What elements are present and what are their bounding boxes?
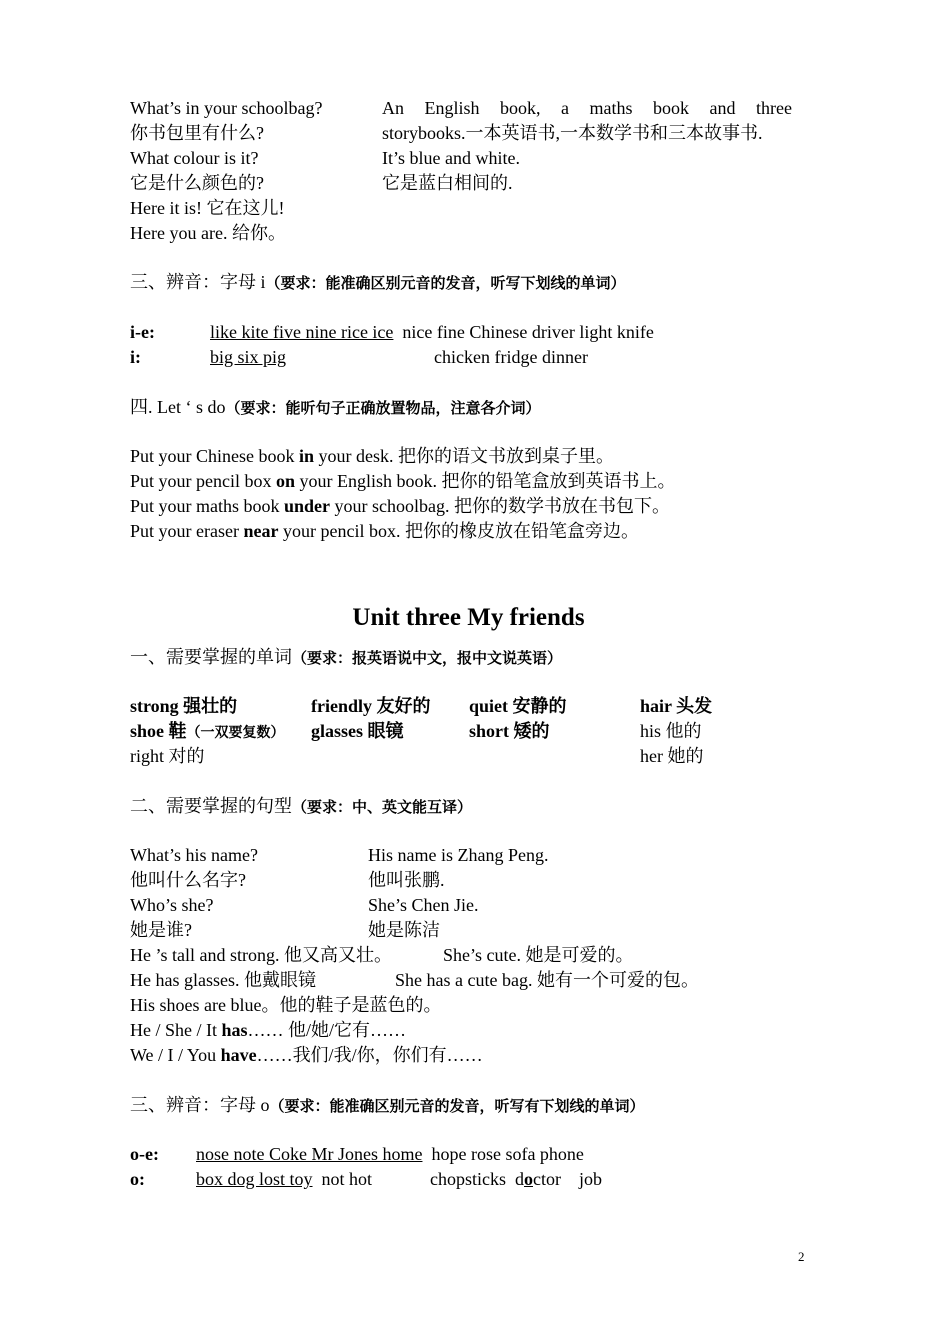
sentence: We / I / You have……我们/我/你，你们有……: [130, 1045, 483, 1065]
row-words-ie: like kite five nine rice ice nice fine Chinese driver light knife: [210, 322, 654, 342]
dialog-q1: What’s in your schoolbag?: [130, 98, 323, 118]
letsdo-line: Put your maths book under your schoolbag. 把你的数学书放在书包下。: [130, 496, 671, 516]
sentence: What’s his name?: [130, 845, 258, 865]
vocab-word: strong 强壮的: [130, 696, 238, 716]
row-label-o: o:: [130, 1169, 145, 1189]
vocab-word: hair 头发: [640, 696, 713, 716]
vocab-word: friendly 友好的: [311, 696, 431, 716]
sentence: He has glasses. 他戴眼镜: [130, 970, 316, 990]
dialog-a2: It’s blue and white.: [382, 148, 520, 168]
word: book: [653, 98, 690, 118]
word: and: [709, 98, 736, 118]
vocab-word: his 他的: [640, 721, 702, 741]
dialog-line5: Here it is! 它在这儿!: [130, 198, 285, 218]
letsdo-line: Put your eraser near your pencil box. 把你的橡皮放在铅笔盒旁边。: [130, 521, 639, 541]
sentence: 她是陈洁: [368, 920, 440, 940]
sentence: 他叫张鹏.: [368, 870, 445, 890]
sentence: 他叫什么名字?: [130, 870, 246, 890]
section-heading-sentences: 二、需要掌握的句型（要求：中、英文能互译）: [130, 796, 473, 816]
vocab-word: right 对的: [130, 746, 205, 766]
row-words-oe: nose note Coke Mr Jones home hope rose sofa phone: [196, 1144, 584, 1164]
dialog-q2-cn: 它是什么颜色的?: [130, 173, 264, 193]
word: English: [424, 98, 480, 118]
row-words-i-rest: chicken fridge dinner: [434, 347, 588, 367]
dialog-q2: What colour is it?: [130, 148, 259, 168]
sentence: She’s Chen Jie.: [368, 895, 479, 915]
dialog-line6: Here you are. 给你。: [130, 223, 286, 243]
sentence: She’s cute. 她是可爱的。: [443, 945, 634, 965]
vocab-word: glasses 眼镜: [311, 721, 404, 741]
dialog-a1-line2: storybooks.一本英语书,一本数学书和三本故事书.: [382, 123, 763, 143]
word: maths: [589, 98, 633, 118]
section-heading-letsdo: 四. Let ‘ s do（要求：能听句子正确放置物品，注意各介词）: [130, 397, 541, 417]
dialog-a2-cn: 它是蓝白相间的.: [382, 173, 513, 193]
section-heading-o: 三、辨音：字母 o（要求：能准确区别元音的发音，听写有下划线的单词）: [130, 1095, 645, 1115]
vocab-word: short 矮的: [469, 721, 550, 741]
word: book,: [500, 98, 541, 118]
dialog-q1-cn: 你书包里有什么?: [130, 123, 264, 143]
dialog-a1-line1: [382, 96, 792, 121]
word: three: [756, 98, 792, 118]
row-label-i: i:: [130, 347, 141, 367]
sentence: He ’s tall and strong. 他又高又壮。: [130, 945, 392, 965]
unit-title: Unit three My friends: [352, 604, 585, 631]
sentence: His shoes are blue。他的鞋子是蓝色的。: [130, 995, 442, 1015]
vocab-word: quiet 安静的: [469, 696, 567, 716]
sentence: Who’s she?: [130, 895, 214, 915]
letsdo-line: Put your Chinese book in your desk. 把你的语文书放到桌子里。: [130, 446, 615, 466]
vocab-word: shoe 鞋（一双要复数）: [130, 721, 285, 741]
sentence: 她是谁?: [130, 920, 192, 940]
sentence: His name is Zhang Peng.: [368, 845, 549, 865]
row-words-o: box dog lost toy not hot: [196, 1169, 373, 1189]
row-label-ie: i-e:: [130, 322, 155, 342]
row-label-oe: o-e:: [130, 1144, 159, 1164]
word: An: [382, 98, 404, 118]
section-heading-words: 一、需要掌握的单词（要求：报英语说中文，报中文说英语）: [130, 647, 563, 667]
row-words-i-under: big six pig: [210, 347, 287, 367]
row-words-o-rest: chopsticks doctor job: [430, 1169, 602, 1189]
word: a: [561, 98, 570, 118]
page-number: 2: [798, 1249, 805, 1264]
vocab-word: her 她的: [640, 746, 704, 766]
sentence: He / She / It has…… 他/她/它有……: [130, 1020, 407, 1040]
section-heading-i: 三、辨音：字母 i（要求：能准确区别元音的发音，听写下划线的单词）: [130, 272, 626, 292]
sentence: She has a cute bag. 她有一个可爱的包。: [395, 970, 699, 990]
letsdo-line: Put your pencil box on your English book. 把你的铅笔盒放到英语书上。: [130, 471, 676, 491]
